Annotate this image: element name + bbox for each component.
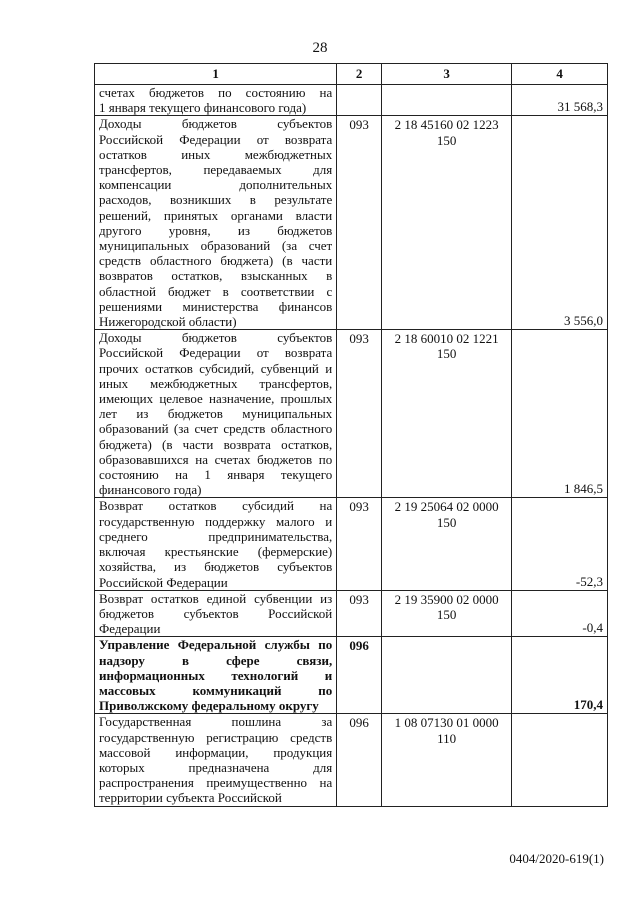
revenue-name-line: трансфертов, передаваемых для [99,162,333,178]
revenue-name-line: Доходы бюджетов субъектов [99,116,333,132]
revenue-name-line: государственную поддержку малого и [99,513,333,529]
revenue-name-line: включая крестьянские (фермерские) [99,544,333,560]
budget-classification-code-cell: 2 18 60010 02 1221 150 [382,330,512,498]
revenue-name-line: Возврат остатков субсидий на [99,498,333,514]
revenue-name-line: финансового года) [99,482,202,498]
budget-revenue-table [94,63,608,807]
amount-cell: -0,4 [512,590,608,637]
revenue-name-line: прочих остатков субсидий, субвенций и [99,360,333,376]
revenue-name-line: другого уровня, из бюджетов [99,222,333,238]
admin-code-cell: 096 [337,714,382,806]
revenue-name-line: возвратов остатков, взысканных в [99,268,333,284]
revenue-name-line: Возврат остатков единой субвенции из [99,590,333,606]
revenue-name-line: Приволжскому федеральному округу [99,698,319,714]
revenue-name-line: массовой информации, продукция [99,744,333,760]
budget-classification-code-cell [382,85,512,116]
revenue-name-line: компенсации дополнительных [99,177,333,193]
amount-cell: 3 556,0 [512,116,608,330]
revenue-name-line: счетах бюджетов по состоянию на [99,85,333,100]
admin-code-cell [337,85,382,116]
revenue-name-line: Государственная пошлина за [99,714,333,730]
revenue-name-line: Российской Федерации от возврата [99,131,333,147]
amount-cell: 1 846,5 [512,330,608,498]
table-row [95,330,608,498]
table-row [95,498,608,590]
revenue-name-line: имеющих целевое назначение, прошлых [99,391,333,407]
revenue-name-line: Доходы бюджетов субъектов [99,330,333,346]
revenue-name-line: образований (за счет средств областного [99,421,333,437]
revenue-name-line: территории субъекта Российской [99,790,282,806]
admin-code-cell: 093 [337,498,382,590]
revenue-name-line: областной бюджет в соответствии с [99,283,333,299]
revenue-name-cell [95,85,337,116]
table-row [95,590,608,637]
admin-code-cell: 093 [337,116,382,330]
revenue-name-line: распространения преимущественно на [99,775,333,791]
budget-classification-code-cell: 2 19 35900 02 0000 150 [382,590,512,637]
revenue-name-line: остатков иных межбюджетных [99,146,333,162]
revenue-name-cell [95,330,337,498]
revenue-name-line: Российской Федерации от возврата [99,345,333,361]
revenue-name-line: лет из бюджетов муниципальных [99,406,333,422]
table-header-row [95,64,608,85]
table-body [95,85,608,807]
document-code: 0404/2020-619(1) [509,851,604,866]
revenue-name-line: средств областного бюджета) (в части [99,253,333,269]
revenue-name-line: среднего предпринимательства, [99,528,333,544]
revenue-name-line: Управление Федеральной службы по [99,637,333,653]
revenue-name-line: бюджета) (в части возврата остатков, [99,436,333,452]
revenue-name-line: которых предназначена для [99,759,333,775]
column-header-4: 4 [512,64,608,85]
revenue-name-line: Российской Федерации [99,574,228,590]
revenue-name-line: хозяйства, из бюджетов субъектов [99,559,333,575]
revenue-name-cell [95,590,337,637]
budget-classification-code-cell: 2 19 25064 02 0000 150 [382,498,512,590]
admin-code-cell: 093 [337,590,382,637]
revenue-name-line: расходов, возникших в результате [99,192,333,208]
revenue-name-line: 1 января текущего финансового года) [99,100,307,116]
budget-classification-code-cell [382,637,512,714]
amount-cell: 31 568,3 [512,85,608,116]
budget-classification-code-cell: 2 18 45160 02 1223 150 [382,116,512,330]
revenue-name-line: массовых коммуникаций по [99,682,333,698]
revenue-name-line: государственную регистрацию средств [99,729,333,745]
page-number: 28 [312,40,328,56]
column-header-2: 2 [337,64,382,85]
revenue-name-line: Нижегородской области) [99,314,237,330]
revenue-name-line: Федерации [99,621,161,637]
table-row [95,637,608,714]
revenue-name-cell [95,637,337,714]
revenue-name-line: бюджетов субъектов Российской [99,605,333,621]
revenue-name-line: решениями министерства финансов [99,298,333,314]
amount-cell: 170,4 [512,637,608,714]
amount-cell: -52,3 [512,498,608,590]
revenue-name-line: решений, принятых органами власти [99,207,333,223]
column-header-1: 1 [95,64,337,85]
table-row [95,714,608,806]
revenue-name-cell [95,498,337,590]
revenue-name-cell [95,714,337,806]
revenue-name-line: надзору в сфере связи, [99,652,333,668]
revenue-name-line: муниципальных образований (за счет [99,238,333,254]
revenue-name-line: состоянию на 1 января текущего [99,467,333,483]
amount-cell [512,714,608,806]
admin-code-cell: 093 [337,330,382,498]
table-row [95,116,608,330]
budget-classification-code-cell: 1 08 07130 01 0000 110 [382,714,512,806]
table-row [95,85,608,116]
revenue-name-line: иных межбюджетных трансфертов, [99,375,333,391]
revenue-name-line: информационных технологий и [99,667,333,683]
admin-code-cell: 096 [337,637,382,714]
column-header-3: 3 [382,64,512,85]
revenue-name-cell [95,116,337,330]
revenue-name-line: образовавшихся на счетах бюджетов по [99,451,333,467]
